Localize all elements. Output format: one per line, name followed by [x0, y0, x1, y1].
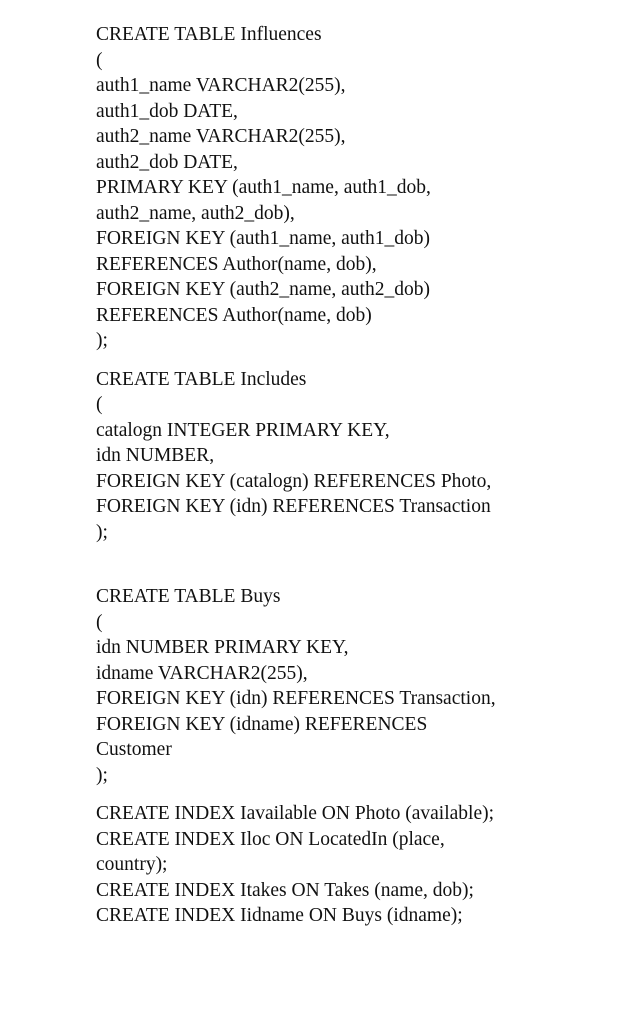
code-line: FOREIGN KEY (idn) REFERENCES Transaction: [96, 496, 491, 517]
code-line: FOREIGN KEY (auth1_name, auth1_dob): [96, 228, 430, 249]
code-line: idname VARCHAR2(255),: [96, 662, 308, 684]
code-line: country);: [96, 854, 168, 875]
code-line: PRIMARY KEY (auth1_name, auth1_dob,: [96, 177, 431, 198]
code-line: FOREIGN KEY (auth2_name, auth2_dob): [96, 279, 430, 300]
code-line: CREATE INDEX Itakes ON Takes (name, dob);: [96, 879, 474, 901]
create-table-buys: [96, 584, 616, 788]
code-line: CREATE INDEX Iavailable ON Photo (available);: [96, 803, 495, 824]
code-line: auth2_dob DATE,: [96, 151, 238, 173]
code-line: (: [96, 49, 103, 71]
code-line: (: [96, 611, 103, 633]
code-line: REFERENCES Author(name, dob),: [96, 253, 377, 275]
code-line: (: [96, 394, 103, 415]
block-spacer: [96, 354, 616, 367]
code-line: );: [96, 330, 108, 351]
code-line: FOREIGN KEY (idname) REFERENCES: [96, 713, 428, 735]
code-line: Customer: [96, 739, 172, 760]
create-table-influences: [96, 22, 616, 354]
code-line: CREATE TABLE Includes: [96, 368, 307, 390]
code-line: REFERENCES Author(name, dob): [96, 304, 372, 326]
code-line: FOREIGN KEY (idn) REFERENCES Transaction,: [96, 688, 496, 709]
code-line: );: [96, 521, 108, 543]
block-spacer: [96, 788, 616, 801]
block-spacer: [96, 545, 616, 584]
code-line: CREATE INDEX Iloc ON LocatedIn (place,: [96, 828, 445, 850]
create-table-includes: [96, 367, 616, 546]
code-line: CREATE INDEX Iidname ON Buys (idname);: [96, 905, 463, 926]
sql-document: [96, 22, 616, 929]
code-line: );: [96, 764, 108, 786]
code-line: auth1_name VARCHAR2(255),: [96, 75, 346, 96]
create-indexes: [96, 801, 616, 929]
code-line: auth1_dob DATE,: [96, 100, 238, 122]
code-line: auth2_name VARCHAR2(255),: [96, 126, 346, 147]
code-line: CREATE TABLE Buys: [96, 586, 281, 607]
code-line: auth2_name, auth2_dob),: [96, 202, 295, 224]
code-line: idn NUMBER,: [96, 445, 215, 466]
code-line: CREATE TABLE Influences: [96, 24, 322, 45]
code-line: idn NUMBER PRIMARY KEY,: [96, 637, 349, 658]
code-line: FOREIGN KEY (catalogn) REFERENCES Photo,: [96, 470, 492, 492]
code-line: catalogn INTEGER PRIMARY KEY,: [96, 419, 390, 441]
